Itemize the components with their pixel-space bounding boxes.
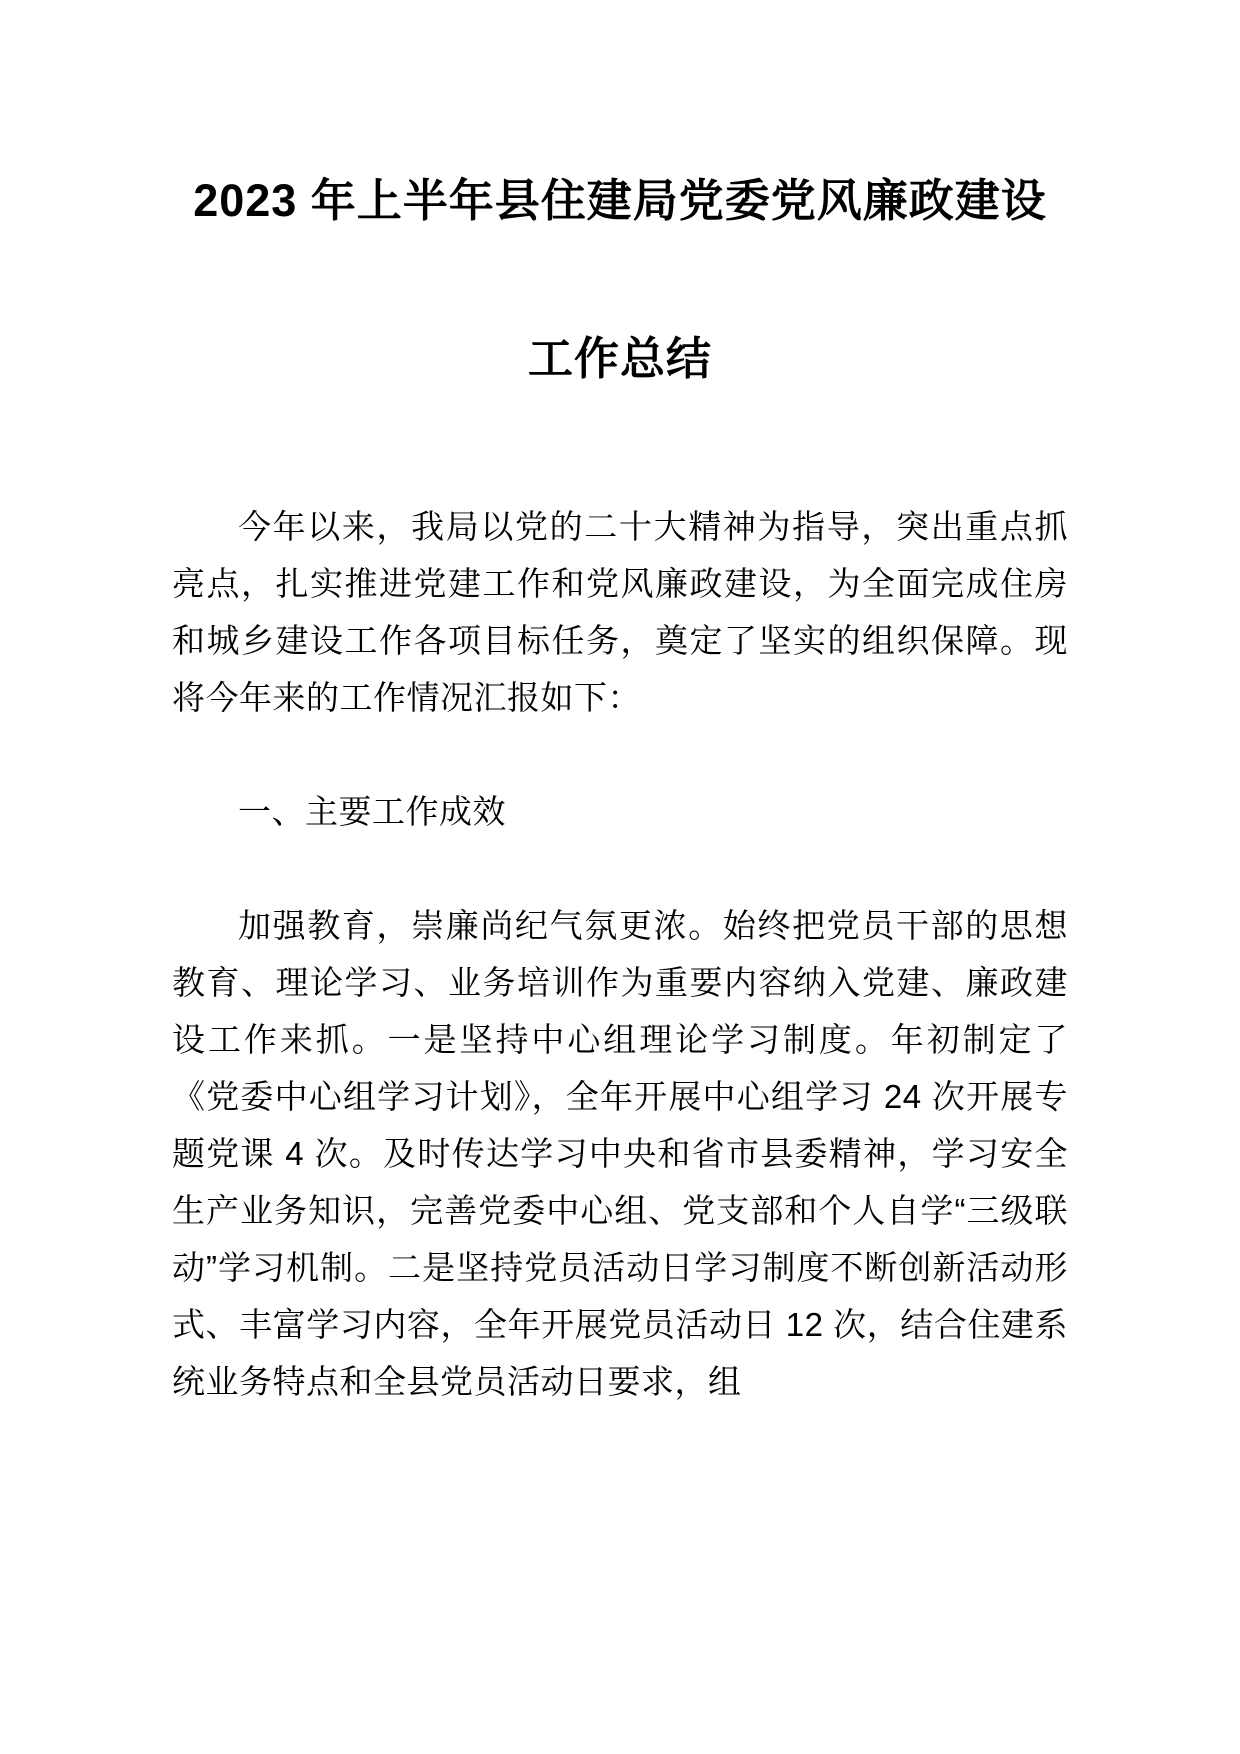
title-line-1: 2023 年上半年县住建局党委党风廉政建设 xyxy=(193,175,1047,226)
paragraph-section-1: 加强教育，崇廉尚纪气氛更浓。始终把党员干部的思想教育、理论学习、业务培训作为重要内容纳入党建、廉政建设工作来抓。一是坚持中心组理论学习制度。年初制定了《党委中心组学习计划》，全年开展中心组学习 24 次开展专题党课 4 次。及时传达学习中央和省市县委精神，学习安全生产业务知识，完善党委中心组、党支部和个人自学“三级联动”学习机制。二是坚持党员活动日学习制度不断创新活动形式、丰富学习内容，全年开展党员活动日 12 次，结合住建系统业务特点和全县党员活动日要求，组 xyxy=(172,907,1068,1400)
title-line-2: 工作总结 xyxy=(527,333,712,384)
section-heading-1: 一、主要工作成效 xyxy=(238,793,506,830)
document-body xyxy=(172,498,1068,1410)
document-title xyxy=(172,172,1068,388)
paragraph-intro: 今年以来，我局以党的二十大精神为指导，突出重点抓亮点，扎实推进党建工作和党风廉政建设，为全面完成住房和城乡建设工作各项目标任务，奠定了坚实的组织保障。现将今年来的工作情况汇报如下： xyxy=(172,508,1068,716)
